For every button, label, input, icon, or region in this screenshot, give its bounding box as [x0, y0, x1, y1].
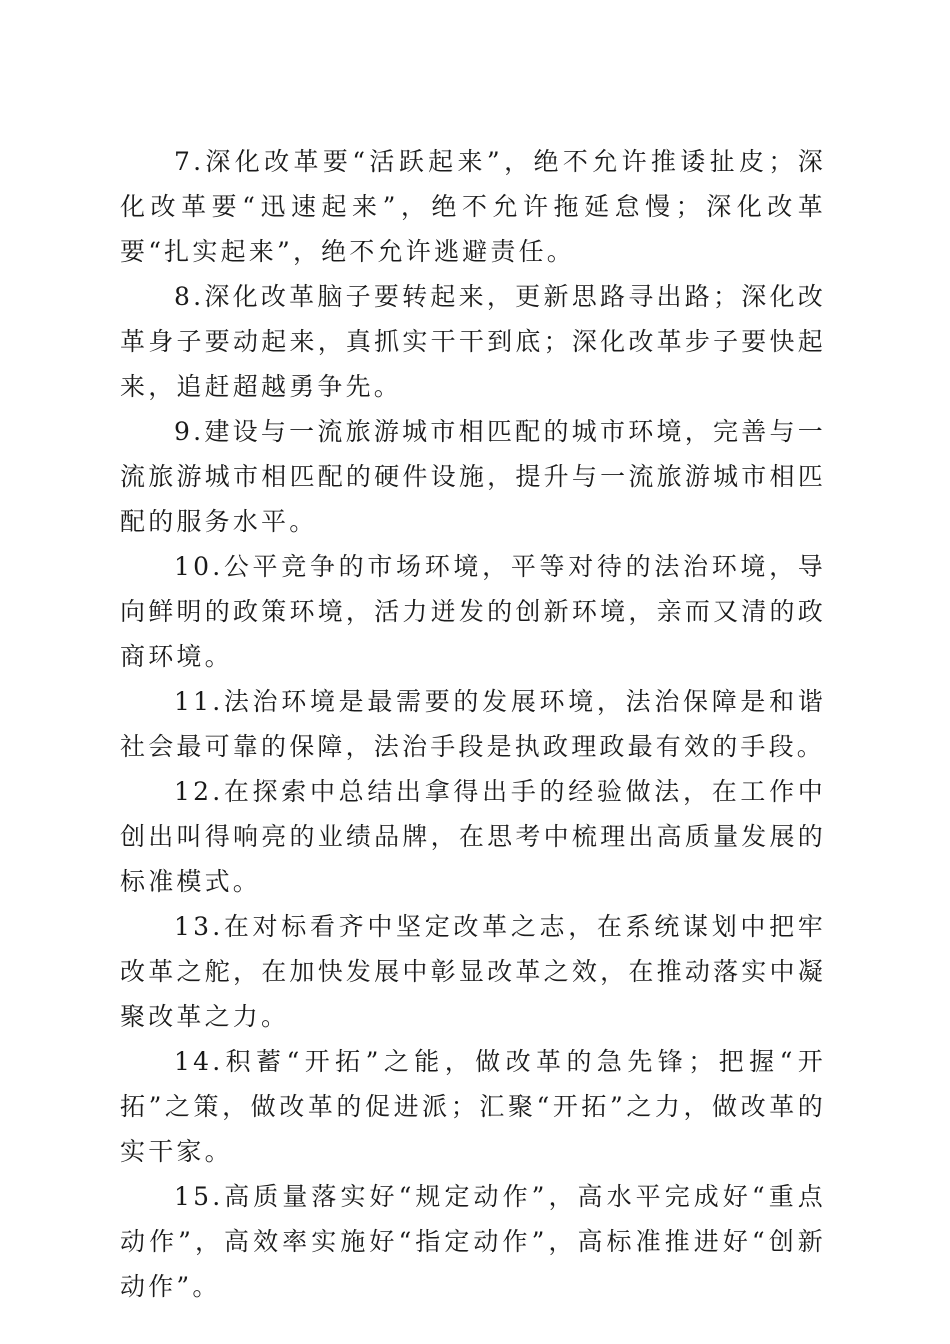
paragraph-item-11: 11.法治环境是最需要的发展环境，法治保障是和谐社会最可靠的保障，法治手段是执政理政最有效的手段。 — [120, 687, 826, 761]
paragraph-item-9: 9.建设与一流旅游城市相匹配的城市环境，完善与一流旅游城市相匹配的硬件设施，提升与一流旅游城市相匹配的服务水平。 — [120, 417, 826, 536]
paragraph-item-12: 12.在探索中总结出拿得出手的经验做法，在工作中创出叫得响亮的业绩品牌，在思考中梳理出高质量发展的标准模式。 — [120, 777, 826, 896]
paragraph-item-10: 10.公平竞争的市场环境，平等对待的法治环境，导向鲜明的政策环境，活力迸发的创新环境，亲而又清的政商环境。 — [120, 552, 826, 671]
paragraph-item-13: 13.在对标看齐中坚定改革之志，在系统谋划中把牢改革之舵，在加快发展中彰显改革之效，在推动落实中凝聚改革之力。 — [120, 912, 826, 1031]
paragraph-item-8: 8.深化改革脑子要转起来，更新思路寻出路；深化改革身子要动起来，真抓实干干到底；深化改革步子要快起来，追赶超越勇争先。 — [120, 282, 826, 401]
paragraph-item-14: 14.积蓄“开拓”之能，做改革的急先锋；把握“开拓”之策，做改革的促进派；汇聚“开拓”之力，做改革的实干家。 — [120, 1047, 826, 1166]
document-body — [120, 139, 826, 1309]
paragraph-item-15: 15.高质量落实好“规定动作”，高水平完成好“重点动作”，高效率实施好“指定动作”，高标准推进好“创新动作”。 — [120, 1182, 826, 1301]
paragraph-item-7: 7.深化改革要“活跃起来”，绝不允许推诿扯皮；深化改革要“迅速起来”，绝不允许拖延怠慢；深化改革要“扎实起来”，绝不允许逃避责任。 — [120, 147, 826, 266]
